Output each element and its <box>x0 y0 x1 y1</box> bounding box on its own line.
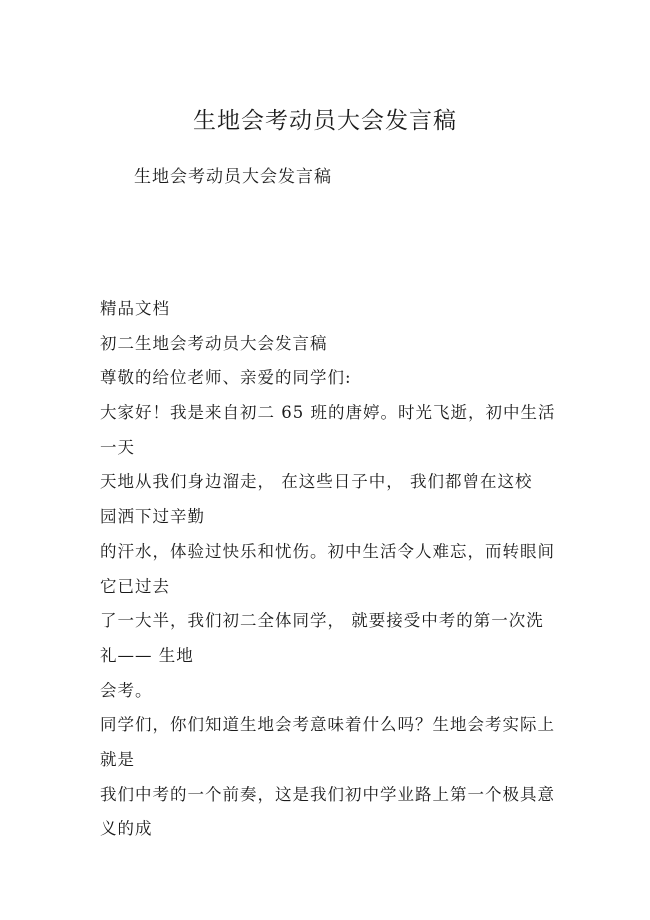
text-line: 的汗水，体验过快乐和忧伤。初中生活令人难忘，而转眼间 <box>100 541 555 561</box>
text-line: 初二生地会考动员大会发言稿 <box>100 333 328 353</box>
text-line: 天地从我们身边溜走， 在这些日子中， 我们都曾在这校 <box>100 472 533 492</box>
text-line: 我们中考的一个前奏，这是我们初中学业路上第一个极具意 <box>100 784 555 804</box>
text-line: 园洒下过辛勤 <box>100 507 205 527</box>
text-line: 精品文档 <box>100 299 170 318</box>
document-subtitle: 生地会考动员大会发言稿 <box>134 167 332 187</box>
text-line: 礼—— 生地 <box>100 645 194 665</box>
text-line: 了一大半，我们初二全体同学， 就要接受中考的第一次洗 <box>100 611 544 631</box>
text-line: 就是 <box>100 749 135 769</box>
text-line: 义的成 <box>100 819 153 839</box>
text-line: 它已过去 <box>100 576 170 596</box>
text-line: 一天 <box>100 437 135 457</box>
text-line: 大家好！我是来自初二 65 班的唐婷。时光飞逝，初中生活 <box>100 403 556 423</box>
document-body <box>100 296 570 851</box>
text-line: 尊敬的给位老师、亲爱的同学们: <box>100 368 352 388</box>
text-line: 会考。 <box>100 680 153 700</box>
text-line: 同学们，你们知道生地会考意味着什么吗？生地会考实际上 <box>100 715 555 735</box>
document-title: 生地会考动员大会发言稿 <box>193 108 457 134</box>
